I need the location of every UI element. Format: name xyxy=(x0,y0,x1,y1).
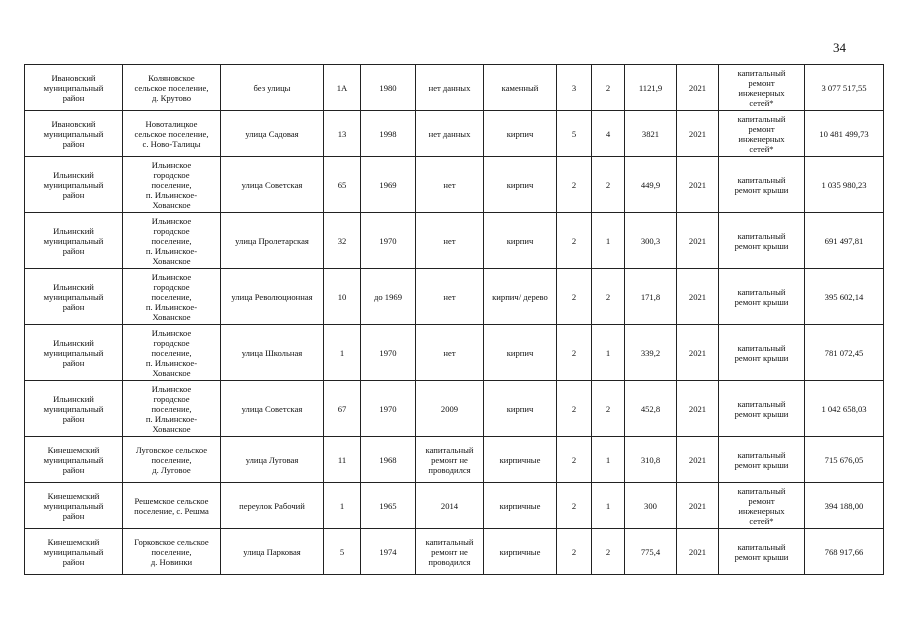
floors-cell: 3 xyxy=(557,65,592,111)
street-cell: улица Советская xyxy=(221,157,324,213)
settlement-cell-line: городское xyxy=(153,393,190,404)
year-built-cell: 1974 xyxy=(361,529,416,575)
work-type-cell-line: капитальный xyxy=(737,398,786,409)
work-type-cell-line: инженерных xyxy=(738,505,785,516)
settlement-cell xyxy=(123,325,221,381)
settlement-cell-line: Ильинское xyxy=(151,271,192,282)
entrances-cell: 2 xyxy=(592,157,625,213)
street-cell: улица Парковая xyxy=(221,529,324,575)
district-cell-line: район xyxy=(62,556,85,567)
last-repair-cell: капитальный ремонт не проводился xyxy=(416,437,484,483)
settlement-cell-line: поселение, xyxy=(151,454,192,465)
district-cell-line: район xyxy=(62,189,85,200)
settlement-cell xyxy=(123,437,221,483)
district-cell xyxy=(25,483,123,529)
house-number-cell: 1 xyxy=(324,483,361,529)
settlement-cell xyxy=(123,483,221,529)
settlement-cell-line: Хованское xyxy=(152,199,191,210)
work-type-cell xyxy=(719,437,805,483)
area-cell: 3821 xyxy=(625,111,677,157)
work-type-cell-line: капитальный xyxy=(737,67,786,78)
district-cell-line: муниципальный xyxy=(43,235,104,246)
wall-material-cell: кирпич xyxy=(484,381,557,437)
wall-material-cell: кирпичные xyxy=(484,529,557,575)
settlement-cell-line: Ильинское xyxy=(151,327,192,338)
wall-material-cell: кирпич xyxy=(484,325,557,381)
district-cell-line: Ильинский xyxy=(53,225,94,236)
plan-year-cell: 2021 xyxy=(677,483,719,529)
last-repair-cell: нет данных xyxy=(416,65,484,111)
entrances-cell: 1 xyxy=(592,213,625,269)
district-cell-line: муниципальный xyxy=(43,291,104,302)
work-type-cell xyxy=(719,325,805,381)
district-cell-line: муниципальный xyxy=(43,179,104,190)
cost-cell: 395 602,14 xyxy=(805,269,884,325)
street-cell: улица Советская xyxy=(221,381,324,437)
wall-material-cell: кирпич xyxy=(484,157,557,213)
house-number-cell: 1 xyxy=(324,325,361,381)
house-number-cell: 65 xyxy=(324,157,361,213)
district-cell-line: район xyxy=(62,413,85,424)
district-cell-line: муниципальный xyxy=(43,128,104,139)
work-type-cell-line: ремонт xyxy=(748,495,775,506)
work-type-cell-line: ремонт крыши xyxy=(734,296,789,307)
last-repair-cell: нет xyxy=(416,157,484,213)
entrances-cell: 1 xyxy=(592,483,625,529)
district-cell xyxy=(25,529,123,575)
work-type-cell-line: капитальный xyxy=(737,286,786,297)
district-cell-line: район xyxy=(62,301,85,312)
work-type-cell-line: ремонт крыши xyxy=(734,459,789,470)
work-type-cell-line: ремонт крыши xyxy=(734,240,789,251)
cost-cell: 715 676,05 xyxy=(805,437,884,483)
work-type-cell xyxy=(719,483,805,529)
settlement-cell-line: сельское поселение, xyxy=(134,128,209,139)
cost-cell: 3 077 517,55 xyxy=(805,65,884,111)
settlement-cell xyxy=(123,111,221,157)
year-built-cell: 1980 xyxy=(361,65,416,111)
area-cell: 452,8 xyxy=(625,381,677,437)
settlement-cell-line: городское xyxy=(153,337,190,348)
settlement-cell-line: Хованское xyxy=(152,367,191,378)
wall-material-cell: кирпич xyxy=(484,111,557,157)
district-cell xyxy=(25,269,123,325)
district-cell xyxy=(25,213,123,269)
cost-cell: 768 917,66 xyxy=(805,529,884,575)
district-cell xyxy=(25,65,123,111)
work-type-cell xyxy=(719,111,805,157)
house-number-cell: 1А xyxy=(324,65,361,111)
district-cell-line: район xyxy=(62,138,85,149)
district-cell-line: муниципальный xyxy=(43,403,104,414)
area-cell: 300 xyxy=(625,483,677,529)
district-cell-line: муниципальный xyxy=(43,546,104,557)
settlement-cell-line: городское xyxy=(153,225,190,236)
table-row xyxy=(25,381,884,437)
district-cell xyxy=(25,157,123,213)
plan-year-cell: 2021 xyxy=(677,529,719,575)
district-cell-line: Ивановский xyxy=(51,72,96,83)
year-built-cell: 1969 xyxy=(361,157,416,213)
district-cell-line: Ильинский xyxy=(53,281,94,292)
work-type-cell xyxy=(719,213,805,269)
district-cell xyxy=(25,325,123,381)
plan-year-cell: 2021 xyxy=(677,65,719,111)
settlement-cell-line: Ильинское xyxy=(151,215,192,226)
wall-material-cell: кирпич xyxy=(484,213,557,269)
street-cell: улица Садовая xyxy=(221,111,324,157)
settlement-cell-line: п. Ильинское- xyxy=(145,189,198,200)
settlement-cell-line: Хованское xyxy=(152,423,191,434)
settlement-cell-line: поселение, xyxy=(151,291,192,302)
settlement-cell-line: поселение, xyxy=(151,347,192,358)
settlement-cell-line: городское xyxy=(153,281,190,292)
settlement-cell-line: п. Ильинское- xyxy=(145,413,198,424)
settlement-cell-line: д. Новинки xyxy=(150,556,193,567)
work-type-cell xyxy=(719,529,805,575)
cost-cell: 10 481 499,73 xyxy=(805,111,884,157)
last-repair-cell: нет xyxy=(416,325,484,381)
district-cell-line: Ильинский xyxy=(53,337,94,348)
district-cell xyxy=(25,381,123,437)
area-cell: 775,4 xyxy=(625,529,677,575)
year-built-cell: до 1969 xyxy=(361,269,416,325)
table-row xyxy=(25,213,884,269)
work-type-cell-line: капитальный xyxy=(737,113,786,124)
work-type-cell-line: капитальный xyxy=(737,342,786,353)
cost-cell: 1 042 658,03 xyxy=(805,381,884,437)
wall-material-cell: каменный xyxy=(484,65,557,111)
street-cell: улица Школьная xyxy=(221,325,324,381)
last-repair-cell: нет xyxy=(416,213,484,269)
work-type-cell-line: капитальный xyxy=(737,485,786,496)
street-cell: улица Луговая xyxy=(221,437,324,483)
work-type-cell-line: ремонт крыши xyxy=(734,352,789,363)
settlement-cell-line: п. Ильинское- xyxy=(145,301,198,312)
table-row xyxy=(25,325,884,381)
wall-material-cell: кирпичные xyxy=(484,437,557,483)
last-repair-cell: нет xyxy=(416,269,484,325)
plan-year-cell: 2021 xyxy=(677,213,719,269)
settlement-cell-line: Хованское xyxy=(152,255,191,266)
district-cell-line: муниципальный xyxy=(43,454,104,465)
settlement-cell-line: поселение, с. Решма xyxy=(134,505,209,516)
house-number-cell: 10 xyxy=(324,269,361,325)
street-cell: улица Революционная xyxy=(221,269,324,325)
wall-material-cell: кирпич/ дерево xyxy=(484,269,557,325)
district-cell-line: район xyxy=(62,92,85,103)
floors-cell: 2 xyxy=(557,213,592,269)
entrances-cell: 2 xyxy=(592,529,625,575)
district-cell-line: Кинешемский xyxy=(47,536,100,547)
work-type-cell-line: сетей* xyxy=(749,97,774,108)
cost-cell: 781 072,45 xyxy=(805,325,884,381)
district-cell-line: муниципальный xyxy=(43,500,104,511)
floors-cell: 2 xyxy=(557,269,592,325)
district-cell-line: муниципальный xyxy=(43,82,104,93)
cost-cell: 1 035 980,23 xyxy=(805,157,884,213)
page-number: 34 xyxy=(833,40,846,55)
area-cell: 1121,9 xyxy=(625,65,677,111)
settlement-cell-line: Новоталицкое xyxy=(145,118,198,129)
last-repair-cell: 2014 xyxy=(416,483,484,529)
settlement-cell-line: поселение, xyxy=(151,235,192,246)
entrances-cell: 1 xyxy=(592,437,625,483)
settlement-cell xyxy=(123,157,221,213)
district-cell-line: Ильинский xyxy=(53,393,94,404)
entrances-cell: 2 xyxy=(592,65,625,111)
settlement-cell-line: п. Ильинское- xyxy=(145,357,198,368)
work-type-cell-line: ремонт xyxy=(748,77,775,88)
work-type-cell xyxy=(719,381,805,437)
settlement-cell-line: поселение, xyxy=(151,403,192,414)
entrances-cell: 1 xyxy=(592,325,625,381)
settlement-cell-line: п. Ильинское- xyxy=(145,245,198,256)
area-cell: 310,8 xyxy=(625,437,677,483)
work-type-cell-line: инженерных xyxy=(738,87,785,98)
plan-year-cell: 2021 xyxy=(677,437,719,483)
work-type-cell xyxy=(719,157,805,213)
work-type-cell-line: капитальный xyxy=(737,449,786,460)
year-built-cell: 1970 xyxy=(361,381,416,437)
table-row xyxy=(25,157,884,213)
work-type-cell-line: сетей* xyxy=(749,143,774,154)
work-type-cell-line: капитальный xyxy=(737,541,786,552)
street-cell: без улицы xyxy=(221,65,324,111)
district-cell-line: Кинешемский xyxy=(47,444,100,455)
district-cell-line: район xyxy=(62,245,85,256)
settlement-cell-line: Ильинское xyxy=(151,383,192,394)
floors-cell: 2 xyxy=(557,381,592,437)
area-cell: 449,9 xyxy=(625,157,677,213)
work-type-cell-line: капитальный xyxy=(737,174,786,185)
work-type-cell-line: ремонт крыши xyxy=(734,184,789,195)
settlement-cell xyxy=(123,381,221,437)
work-type-cell-line: ремонт xyxy=(748,123,775,134)
year-built-cell: 1970 xyxy=(361,325,416,381)
entrances-cell: 2 xyxy=(592,381,625,437)
cost-cell: 691 497,81 xyxy=(805,213,884,269)
district-cell-line: район xyxy=(62,357,85,368)
street-cell: улица Пролетарская xyxy=(221,213,324,269)
table-row xyxy=(25,65,884,111)
plan-year-cell: 2021 xyxy=(677,381,719,437)
floors-cell: 5 xyxy=(557,111,592,157)
wall-material-cell: кирпичные xyxy=(484,483,557,529)
settlement-cell-line: Луговское сельское xyxy=(135,444,208,455)
table-row xyxy=(25,483,884,529)
housing-repair-table xyxy=(24,64,884,575)
district-cell-line: муниципальный xyxy=(43,347,104,358)
work-type-cell-line: ремонт крыши xyxy=(734,551,789,562)
settlement-cell-line: д. Крутово xyxy=(151,92,192,103)
plan-year-cell: 2021 xyxy=(677,269,719,325)
floors-cell: 2 xyxy=(557,157,592,213)
district-cell-line: Кинешемский xyxy=(47,490,100,501)
entrances-cell: 2 xyxy=(592,269,625,325)
year-built-cell: 1968 xyxy=(361,437,416,483)
settlement-cell-line: Коляновское xyxy=(148,72,195,83)
house-number-cell: 5 xyxy=(324,529,361,575)
cost-cell: 394 188,00 xyxy=(805,483,884,529)
settlement-cell-line: Решемское сельское xyxy=(134,495,209,506)
work-type-cell xyxy=(719,65,805,111)
floors-cell: 2 xyxy=(557,325,592,381)
work-type-cell-line: сетей* xyxy=(749,515,774,526)
settlement-cell-line: поселение, xyxy=(151,179,192,190)
settlement-cell-line: Ильинское xyxy=(151,159,192,170)
settlement-cell-line: д. Луговое xyxy=(152,464,191,475)
floors-cell: 2 xyxy=(557,483,592,529)
settlement-cell-line: Горковское сельское xyxy=(134,536,209,547)
area-cell: 300,3 xyxy=(625,213,677,269)
house-number-cell: 32 xyxy=(324,213,361,269)
table-row xyxy=(25,529,884,575)
house-number-cell: 67 xyxy=(324,381,361,437)
house-number-cell: 11 xyxy=(324,437,361,483)
plan-year-cell: 2021 xyxy=(677,111,719,157)
district-cell-line: Ильинский xyxy=(53,169,94,180)
work-type-cell xyxy=(719,269,805,325)
settlement-cell-line: сельское поселение, xyxy=(134,82,209,93)
settlement-cell xyxy=(123,529,221,575)
work-type-cell-line: инженерных xyxy=(738,133,785,144)
house-number-cell: 13 xyxy=(324,111,361,157)
last-repair-cell: 2009 xyxy=(416,381,484,437)
floors-cell: 2 xyxy=(557,529,592,575)
district-cell-line: Ивановский xyxy=(51,118,96,129)
year-built-cell: 1998 xyxy=(361,111,416,157)
district-cell-line: район xyxy=(62,464,85,475)
area-cell: 339,2 xyxy=(625,325,677,381)
table-row xyxy=(25,269,884,325)
plan-year-cell: 2021 xyxy=(677,325,719,381)
street-cell: переулок Рабочий xyxy=(221,483,324,529)
floors-cell: 2 xyxy=(557,437,592,483)
settlement-cell xyxy=(123,65,221,111)
table-row xyxy=(25,437,884,483)
work-type-cell-line: ремонт крыши xyxy=(734,408,789,419)
settlement-cell xyxy=(123,269,221,325)
last-repair-cell: нет данных xyxy=(416,111,484,157)
settlement-cell xyxy=(123,213,221,269)
table-row xyxy=(25,111,884,157)
district-cell xyxy=(25,111,123,157)
entrances-cell: 4 xyxy=(592,111,625,157)
area-cell: 171,8 xyxy=(625,269,677,325)
plan-year-cell: 2021 xyxy=(677,157,719,213)
settlement-cell-line: с. Ново-Талицы xyxy=(142,138,201,149)
settlement-cell-line: Хованское xyxy=(152,311,191,322)
year-built-cell: 1965 xyxy=(361,483,416,529)
settlement-cell-line: поселение, xyxy=(151,546,192,557)
work-type-cell-line: капитальный xyxy=(737,230,786,241)
district-cell xyxy=(25,437,123,483)
settlement-cell-line: городское xyxy=(153,169,190,180)
last-repair-cell: капитальный ремонт не проводился xyxy=(416,529,484,575)
district-cell-line: район xyxy=(62,510,85,521)
year-built-cell: 1970 xyxy=(361,213,416,269)
